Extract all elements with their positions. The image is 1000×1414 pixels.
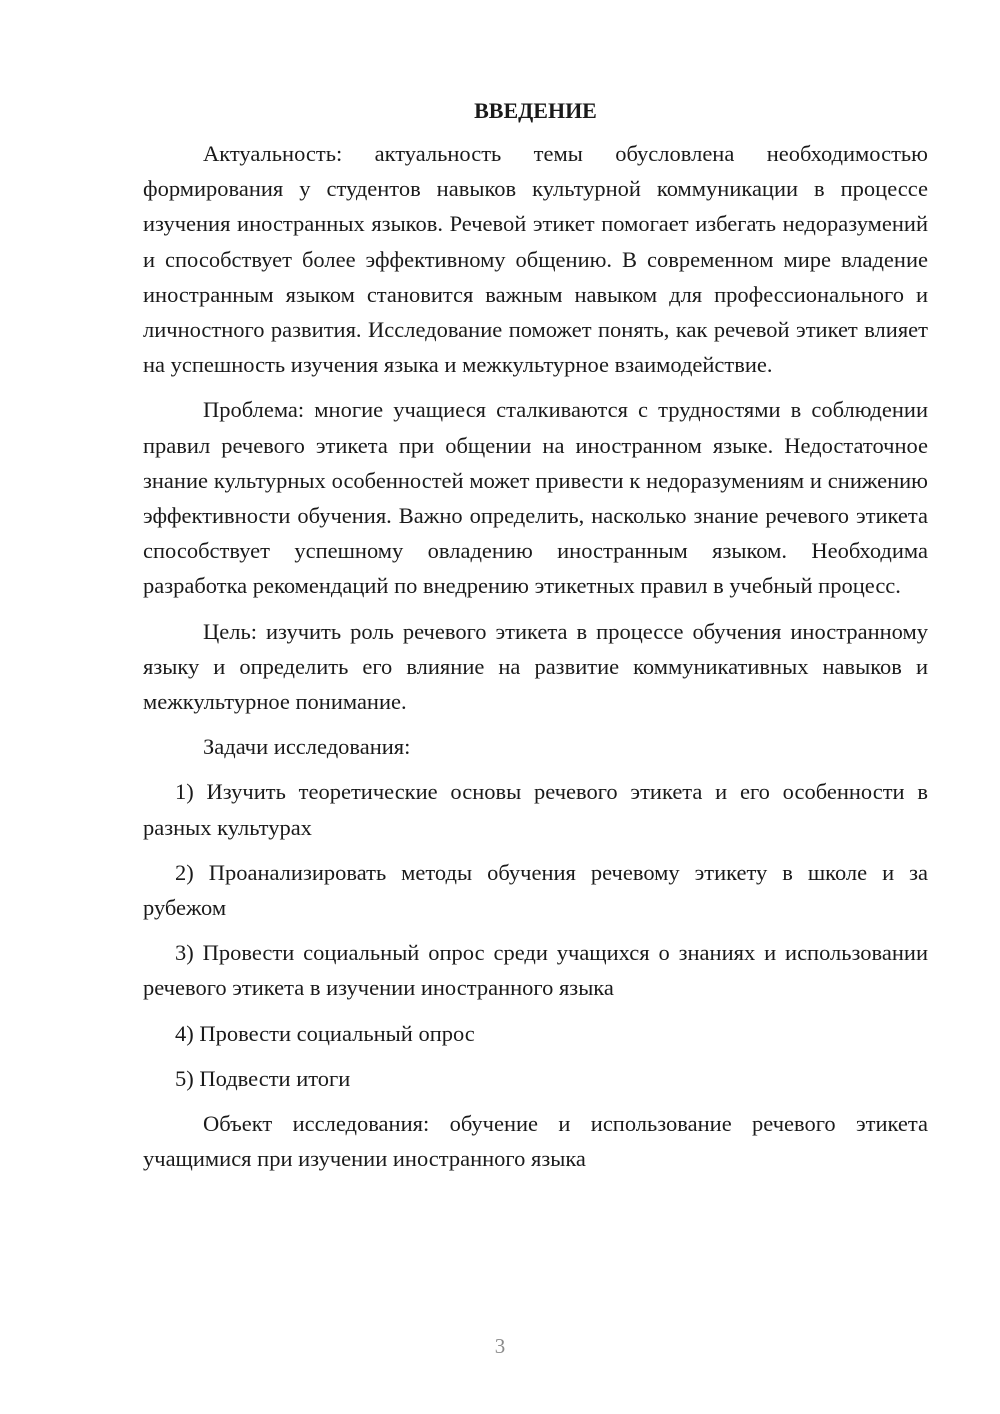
object-paragraph: Объект исследования: обучение и использование речевого этикета учащимися при изучении иностранного языка bbox=[143, 1111, 928, 1172]
tasks-heading: Задачи исследования: bbox=[203, 734, 411, 760]
task-item: 1) Изучить теоретические основы речевого этикета и его особенности в разных культурах bbox=[143, 779, 928, 840]
goal-paragraph: Цель: изучить роль речевого этикета в процессе обучения иностранному языку и определить его влияние на развитие коммуникативных навыков и межкультурное понимание. bbox=[143, 618, 928, 715]
task-item: 3) Провести социальный опрос среди учащихся о знаниях и использовании речевого этикета в изучении иностранного языка bbox=[143, 940, 928, 1001]
section-title: ВВЕДЕНИЕ bbox=[474, 98, 597, 123]
problem-paragraph: Проблема: многие учащиеся сталкиваются с трудностями в соблюдении правил речевого этикета при общении на иностранном языке. Недостаточное знание культурных особенностей может привести к недоразумениям и снижению эффективности обучения. Важно определить, насколько знание речевого этикета способствует успешному овладению иностранным языком. Необходима разработка рекомендаций по внедрению этикетных правил в учебный процесс. bbox=[143, 397, 928, 599]
task-item: 5) Подвести итоги bbox=[175, 1065, 351, 1091]
relevance-paragraph: Актуальность: актуальность темы обусловлена необходимостью формирования у студентов навыков культурной коммуникации в процессе изучения иностранных языков. Речевой этикет помогает избегать недоразумений и способствует более эффективному общению. В современном мире владение иностранным языком становится важным навыком для профессионального и личностного развития. Исследование поможет понять, как речевой этикет влияет на успешность изучения языка и межкультурное взаимодействие. bbox=[143, 141, 928, 378]
page-number: 3 bbox=[494, 1334, 506, 1358]
document-page bbox=[143, 96, 928, 1186]
task-item: 4) Провести социальный опрос bbox=[175, 1020, 475, 1046]
task-item: 2) Проанализировать методы обучения речевому этикету в школе и за рубежом bbox=[143, 859, 928, 921]
